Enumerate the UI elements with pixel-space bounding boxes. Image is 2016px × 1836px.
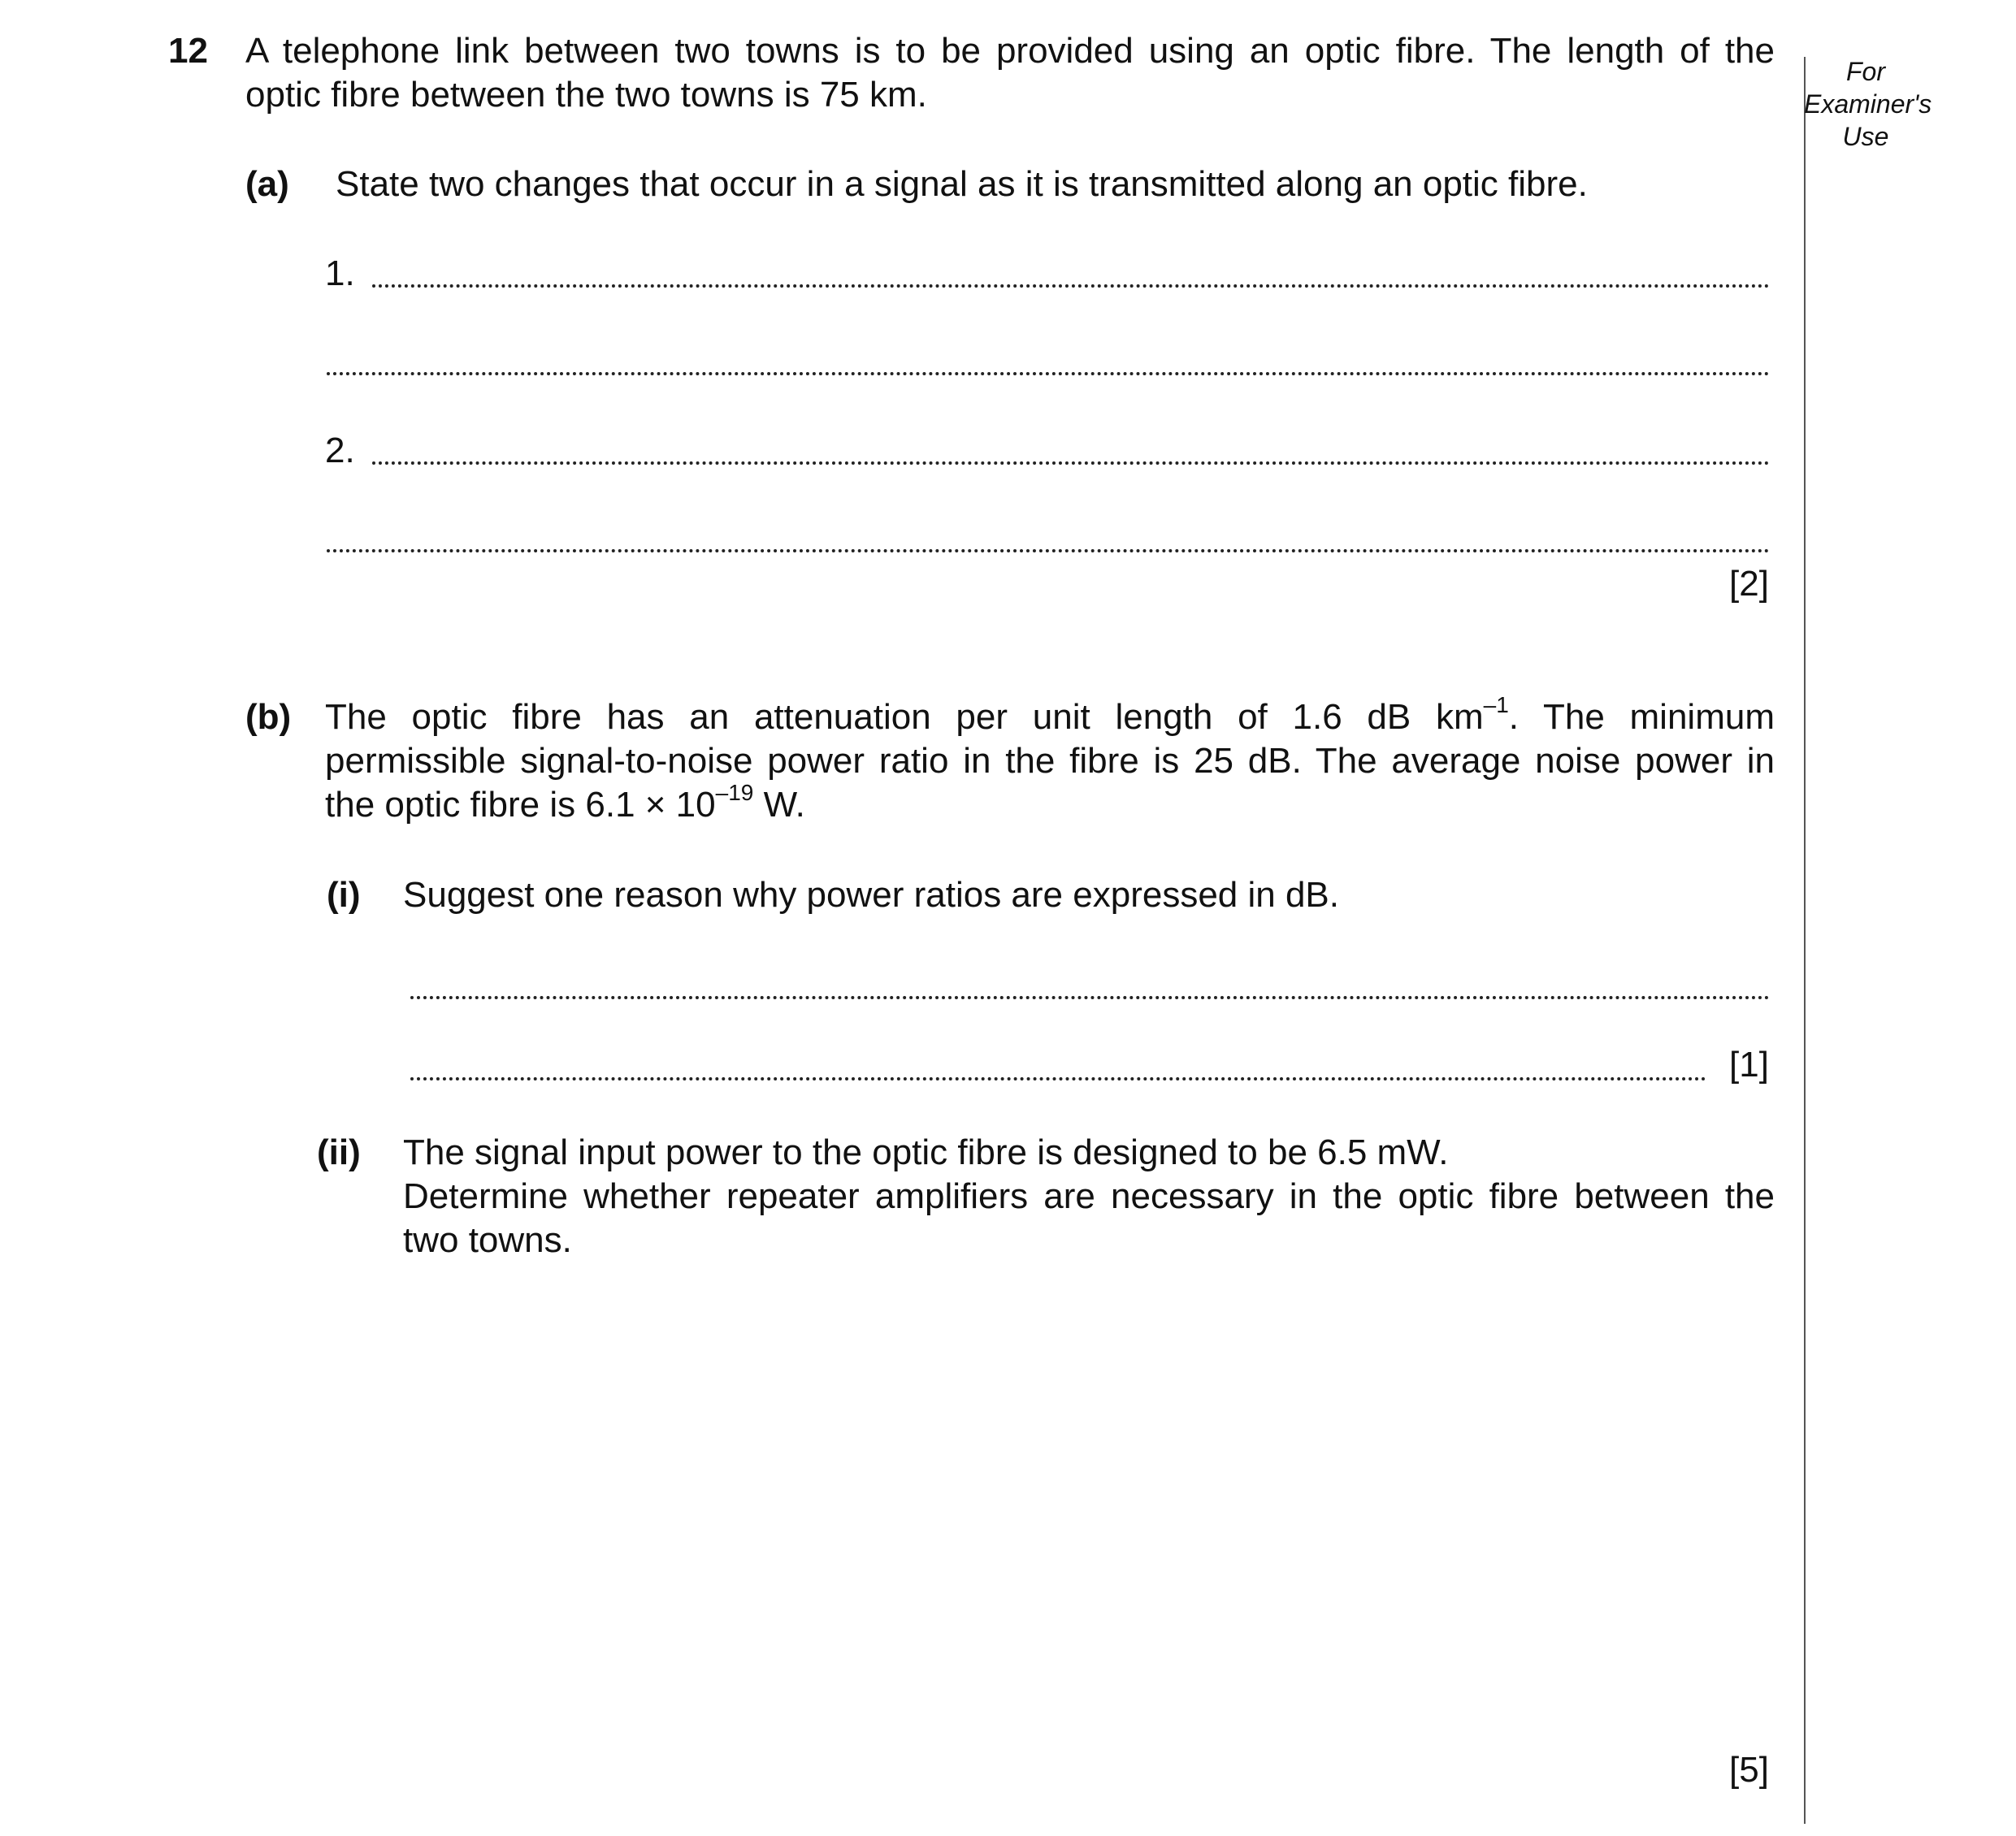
part-b-line3-sup: –19 (715, 780, 754, 806)
part-a-answer-line2[interactable] (327, 372, 1770, 375)
part-b-i-answer-line1[interactable] (410, 996, 1770, 999)
part-a-item1-label: 1. (325, 253, 355, 293)
part-a-answer-line3[interactable] (372, 461, 1770, 465)
part-b-ii-label: (ii) (317, 1132, 361, 1172)
question-stem-line1 (245, 29, 1775, 73)
part-b-ii-marks: [5] (1729, 1750, 1769, 1790)
part-a-answer-line1[interactable] (372, 284, 1770, 288)
part-b-label: (b) (245, 697, 292, 737)
examiner-label-line1: For (1846, 57, 1885, 86)
part-a-answer-line4[interactable] (327, 549, 1770, 552)
part-b-line1 (325, 692, 1775, 739)
part-b-i-answer-line2[interactable] (410, 1077, 1706, 1080)
part-b-ii-line2 (403, 1175, 1775, 1219)
part-b-line2 (325, 739, 1775, 783)
part-b-i-marks: [1] (1729, 1045, 1769, 1085)
examiner-label-line2: Examiner's (1804, 89, 1932, 119)
part-a-marks: [2] (1729, 564, 1769, 604)
part-b-line3 (325, 780, 805, 827)
part-a-label: (a) (245, 164, 289, 204)
part-b-ii-line3: two towns. (403, 1220, 572, 1260)
part-b-line3-post: W. (753, 785, 805, 825)
part-b-ii-working-space[interactable] (403, 1275, 1775, 1714)
part-b-line1-post: . The minimum (1508, 697, 1775, 737)
part-b-line1-text (325, 692, 1775, 739)
part-b-line1-pre: The optic fibre has an attenuation per unit length of 1.6 dB km (325, 697, 1484, 737)
part-b-line2-text: permissible signal-to-noise power ratio in the fibre is 25 dB. The average noise power in (325, 741, 1775, 781)
part-b-i-prompt: Suggest one reason why power ratios are expressed in dB. (403, 875, 1339, 915)
examiner-margin-rule (1804, 57, 1806, 1824)
part-b-ii-line1: The signal input power to the optic fibre is designed to be 6.5 mW. (403, 1132, 1449, 1172)
examiner-label-line3: Use (1842, 122, 1889, 151)
part-b-line1-sup: –1 (1483, 692, 1509, 718)
part-a-item2-label: 2. (325, 431, 355, 470)
question-stem-line2: optic fibre between the two towns is 75 km. (245, 75, 927, 115)
question-number: 12 (168, 31, 208, 71)
examiner-use-label (1804, 55, 1932, 153)
part-b-line3-pre: the optic fibre is 6.1 × 10 (325, 785, 716, 825)
part-a-prompt: State two changes that occur in a signal as it is transmitted along an optic fibre. (336, 164, 1588, 204)
part-b-i-label: (i) (327, 875, 361, 915)
part-b-ii-line2-text: Determine whether repeater amplifiers are necessary in the optic fibre between the (403, 1176, 1775, 1216)
question-stem-line1-text: A telephone link between two towns is to be provided using an optic fibre. The length of the (245, 31, 1775, 71)
